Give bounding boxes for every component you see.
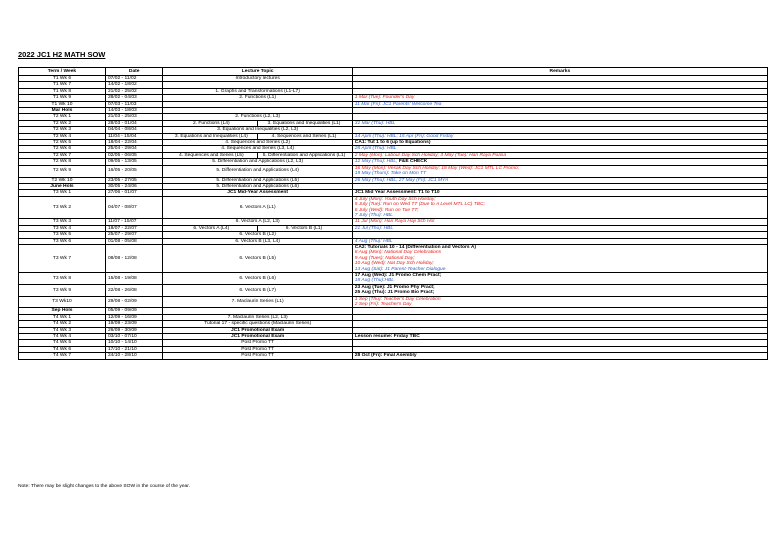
date-cell: 04/07 - 08/07 bbox=[105, 196, 163, 219]
date-cell: 11/07 - 15/07 bbox=[105, 219, 163, 225]
week-cell: T3 Wk 6 bbox=[19, 238, 106, 244]
topic-cell: 1. Graphs and Transformations (L1-L7) bbox=[163, 88, 352, 94]
sow-table bbox=[18, 67, 768, 360]
date-cell: 12/09 - 16/09 bbox=[105, 314, 163, 320]
remarks-cell: 28 April (Thu): HBL bbox=[352, 146, 767, 152]
table-row bbox=[19, 244, 768, 272]
date-cell: 21/03 - 25/03 bbox=[105, 114, 163, 120]
week-cell: T1 Wk 8 bbox=[19, 88, 106, 94]
topic-cell: 5. Differentiation and Applications (L5) bbox=[163, 177, 352, 183]
topic-cell bbox=[163, 225, 352, 231]
date-cell: 17/10 - 21/10 bbox=[105, 346, 163, 352]
week-cell: T2 Wk 1 bbox=[19, 114, 106, 120]
topic-cell: 4. Sequences and Series (L2) bbox=[163, 140, 352, 146]
topic-cell: 7. Maclaurin Series (L1) bbox=[163, 296, 352, 308]
remark-line: 17 Aug (Wed): J1 Promo Chem Pract; bbox=[354, 273, 442, 278]
remarks-cell: 11 Mar (Fri): JC1 Parents' Welcome Tea bbox=[352, 101, 767, 107]
date-cell: 10/10 - 14/10 bbox=[105, 340, 163, 346]
remark-line: 16 May (Mon): Vesak Day Sch Holiday; 18 May (Wed): JC1 MTL LC Promo; bbox=[354, 165, 520, 171]
topic-part: 5. Differentiation and Applications (L1) bbox=[257, 153, 350, 158]
date-cell: 28/03 - 01/04 bbox=[105, 120, 163, 126]
topic-part: 6. Vectors A (L4) bbox=[193, 225, 230, 231]
topic-cell: 6. Vectors B (L3, L4) bbox=[163, 238, 352, 244]
date-cell: 08/08 - 12/08 bbox=[105, 244, 163, 272]
date-cell: 09/05 - 13/05 bbox=[105, 159, 163, 165]
week-cell: T2 Wk 10 bbox=[19, 177, 106, 183]
header-term-week: Term / Week bbox=[19, 68, 106, 76]
date-cell: 27/06 - 01/07 bbox=[105, 190, 163, 196]
remark-line: 25 Aug (Thu): J1 Promo Bio Pract; bbox=[354, 290, 435, 296]
week-cell: T2 Wk 5 bbox=[19, 140, 106, 146]
topic-cell: 6. Vectors B (L2) bbox=[163, 232, 352, 238]
topic-cell bbox=[163, 120, 352, 126]
topic-cell: JC1 Promotional Exam bbox=[163, 334, 352, 340]
date-cell: 14/02 - 18/02 bbox=[105, 82, 163, 88]
topic-cell: Tutorial 17 - specific questions (Maclaurin Series) bbox=[163, 321, 352, 327]
topic-cell: JC1 Promotional Exam bbox=[163, 327, 352, 333]
week-cell: T2 Wk 9 bbox=[19, 165, 106, 177]
topic-cell: 5. Differentiation and Applications (L2, L3) bbox=[163, 159, 352, 165]
topic-part: 3. Equations and Inequalities (L4) bbox=[174, 133, 248, 139]
week-cell: T4 Wk 2 bbox=[19, 321, 106, 327]
week-cell: June Hols bbox=[19, 183, 106, 189]
remarks-cell: Lesson resume: Friday TBC bbox=[352, 334, 767, 340]
week-cell: T1 Wk 9 bbox=[19, 95, 106, 101]
date-cell: 18/07 - 22/07 bbox=[105, 225, 163, 231]
remark-line: 23 Aug (Tue): J1 Promo Phy Pract; bbox=[354, 284, 435, 290]
week-cell: T2 Wk 7 bbox=[19, 152, 106, 158]
week-cell: T2 Wk 8 bbox=[19, 159, 106, 165]
topic-cell: 6. Vectors B (L5) bbox=[163, 244, 352, 272]
date-cell: 15/08 - 19/08 bbox=[105, 273, 163, 285]
week-cell: T4 Wk 3 bbox=[19, 327, 106, 333]
table-row bbox=[19, 284, 768, 296]
remark-line: 10 Aug (Wed): Nat Day Sch Holiday; bbox=[354, 261, 434, 267]
remarks-cell bbox=[352, 273, 767, 285]
week-cell: T3 Wk 8 bbox=[19, 273, 106, 285]
date-cell: 14/03 - 18/03 bbox=[105, 108, 163, 114]
table-row bbox=[19, 273, 768, 285]
table-row bbox=[19, 196, 768, 219]
table-row bbox=[19, 296, 768, 308]
remark-line: 5 July (Tue): Run on Wed TT (Due to A Level MTL LC) TBC; bbox=[354, 202, 485, 208]
topic-cell: Post Promo TT bbox=[163, 346, 352, 352]
remarks-cell: JC1 Mid Year Assessment: T1 to T10 bbox=[352, 190, 767, 196]
week-cell: T3 Wk 3 bbox=[19, 219, 106, 225]
remarks-cell: 14 April (Thu): HBL; 15 Apr (Fri): Good Friday bbox=[352, 133, 767, 139]
date-cell: 21/02 - 25/02 bbox=[105, 88, 163, 94]
remarks-cell: CA1: Tut 1 to 6 (up to Equations) bbox=[352, 140, 767, 146]
date-cell: 02/05 - 06/05 bbox=[105, 152, 163, 158]
remark-line: 4 July (Mon): Youth Day Sch Holiday; bbox=[354, 196, 436, 202]
week-cell: Mar Hols bbox=[19, 108, 106, 114]
week-cell: T3 Wk 4 bbox=[19, 225, 106, 231]
week-cell: T4 Wk 6 bbox=[19, 346, 106, 352]
footnote: Note: There may be slight changes to the above SOW in the course of the year. bbox=[18, 484, 190, 489]
remark-line: 8 Aug (Mon): National Day Celebrations bbox=[354, 250, 442, 256]
date-cell: 23/05 - 27/05 bbox=[105, 177, 163, 183]
remark-line: 9 Aug (Tues): National Day; bbox=[354, 255, 415, 261]
topic-part: 4. Sequences and Series (L5) bbox=[178, 152, 244, 158]
topic-cell: Introductory lectures bbox=[163, 76, 352, 82]
topic-part: 4. Sequences and Series (L1) bbox=[257, 134, 350, 139]
topic-cell: 5. Differentiation and Applications (L6) bbox=[163, 183, 352, 189]
topic-cell: 6. Vectors A (L1) bbox=[163, 196, 352, 219]
remark-line: 19 May (Thurs): Take on Mon TT bbox=[354, 171, 427, 177]
topic-cell: JC1 Mid-Year Assessment bbox=[163, 190, 352, 196]
remark-line: 7 July (Thu): HBL bbox=[354, 212, 393, 218]
week-cell: T1 Wk 6 bbox=[19, 76, 106, 82]
date-cell: 30/05 - 24/06 bbox=[105, 183, 163, 189]
week-cell: T4 Wk 4 bbox=[19, 334, 106, 340]
header-lecture-topic: Lecture Topic bbox=[163, 68, 352, 76]
week-cell: T3 Wk 5 bbox=[19, 232, 106, 238]
week-cell: T2 Wk 4 bbox=[19, 133, 106, 139]
date-cell: 22/08 - 26/08 bbox=[105, 284, 163, 296]
topic-cell bbox=[163, 133, 352, 139]
date-cell: 25/07 - 29/07 bbox=[105, 232, 163, 238]
topic-cell bbox=[163, 152, 352, 158]
topic-part: 3. Equations and Inequalities (L1) bbox=[257, 121, 350, 126]
remarks-cell bbox=[352, 244, 767, 272]
remarks-cell: 21 Jul (Thu): HBL bbox=[352, 225, 767, 231]
date-cell: 04/04 - 08/04 bbox=[105, 127, 163, 133]
week-cell: T2 Wk 2 bbox=[19, 120, 106, 126]
date-cell: 25/04 - 29/04 bbox=[105, 146, 163, 152]
date-cell: 05/09 - 09/09 bbox=[105, 308, 163, 314]
remarks-cell bbox=[352, 284, 767, 296]
topic-part: 2. Functions (L4) bbox=[192, 120, 230, 126]
date-cell: 16/05 - 20/05 bbox=[105, 165, 163, 177]
remarks-cell: 26 May (Thu): HBL; 27 May (Fri): JC1 MYA bbox=[352, 177, 767, 183]
topic-cell: 3. Equations and Inequalities (L2, L3) bbox=[163, 127, 352, 133]
date-cell: 18/04 - 22/04 bbox=[105, 140, 163, 146]
topic-cell: 5. Differentiation and Applications (L4) bbox=[163, 165, 352, 177]
topic-cell: 6. Vectors B (L6) bbox=[163, 273, 352, 285]
date-cell: 07/02 - 11/02 bbox=[105, 76, 163, 82]
remark-line: 18 Aug (Thu):HBL bbox=[354, 278, 395, 284]
topic-part: 6. Vectors B (L1) bbox=[257, 226, 350, 231]
remark-line: 1 Sep (Thu): Teacher's Day Celebration bbox=[354, 296, 441, 302]
remark-line: 13 Aug (Sat): J1 Parent-Teacher Dialogue bbox=[354, 266, 446, 272]
remark-line: CA2: Tutorials 10 - 14 (Differentiation and Vectors A) bbox=[354, 244, 476, 250]
header-date: Date bbox=[105, 68, 163, 76]
date-cell: 07/03 - 11/03 bbox=[105, 101, 163, 107]
week-cell: T3 Wk 7 bbox=[19, 244, 106, 272]
date-cell: 01/08 - 05/08 bbox=[105, 238, 163, 244]
remark-line: F&E CHECK bbox=[398, 159, 428, 165]
remarks-cell: 28 Oct (Fri): Final Asembly bbox=[352, 353, 767, 359]
date-cell: 19/09 - 23/09 bbox=[105, 321, 163, 327]
remark-line: 2 Sep (Fri): Teacher's Day bbox=[354, 302, 412, 308]
remark-line: 12 May (Thu): HBL; bbox=[354, 159, 398, 165]
topic-cell: Post Promo TT bbox=[163, 340, 352, 346]
week-cell: T4 Wk 7 bbox=[19, 353, 106, 359]
topic-cell: 6. Vectors B (L7) bbox=[163, 284, 352, 296]
date-cell: 03/10 - 07/10 bbox=[105, 334, 163, 340]
date-cell: 26/09 - 30/09 bbox=[105, 327, 163, 333]
topic-cell: 7. Maclaurin Series (L2, L3) bbox=[163, 314, 352, 320]
week-cell: T1 Wk 7 bbox=[19, 82, 106, 88]
remarks-cell: 11 Jul (Mon): Hari Raya Haji Sch Hol bbox=[352, 219, 767, 225]
remarks-cell: 1 Mar (Tue): Founder's Day bbox=[352, 95, 767, 101]
header-remarks: Remarks bbox=[352, 68, 767, 76]
topic-cell: 6. Vectors A (L2, L3) bbox=[163, 219, 352, 225]
table-row bbox=[19, 353, 768, 359]
topic-cell: 2. Functions (L2, L3) bbox=[163, 114, 352, 120]
document-title: 2022 JC1 H2 MATH SOW bbox=[18, 50, 106, 59]
remarks-cell: 31 Mar (Thu): HBL bbox=[352, 120, 767, 126]
week-cell: T2 Wk 6 bbox=[19, 146, 106, 152]
remarks-cell bbox=[352, 296, 767, 308]
week-cell: Sep Hols bbox=[19, 308, 106, 314]
remarks-cell: 4 Aug (Thu): HBL bbox=[352, 238, 767, 244]
week-cell: T3 Wk 9 bbox=[19, 284, 106, 296]
topic-cell: Post Promo TT bbox=[163, 353, 352, 359]
topic-cell: 2. Functions (L1) bbox=[163, 95, 352, 101]
week-cell: T3 Wk 2 bbox=[19, 196, 106, 219]
date-cell: 29/08 - 02/09 bbox=[105, 296, 163, 308]
week-cell: T3 Wk10 bbox=[19, 296, 106, 308]
week-cell: T2 Wk 3 bbox=[19, 127, 106, 133]
table-row bbox=[19, 165, 768, 177]
remarks-cell bbox=[352, 165, 767, 177]
date-cell: 24/10 - 28/10 bbox=[105, 353, 163, 359]
remarks-cell bbox=[352, 196, 767, 219]
remark-line: 6 July (Wed): Run on Tue TT; bbox=[354, 207, 419, 213]
topic-cell: 4. Sequences and Series (L3, L4) bbox=[163, 146, 352, 152]
week-cell: T3 Wk 1 bbox=[19, 190, 106, 196]
date-cell: 28/02 - 04/03 bbox=[105, 95, 163, 101]
week-cell: T4 Wk 1 bbox=[19, 314, 106, 320]
table-header-row bbox=[19, 68, 768, 76]
date-cell: 11/04 - 15/04 bbox=[105, 133, 163, 139]
remarks-cell: 2 May (Mon): Labour Day Sch Holiday; 3 May (Tue): Hari Raya Puasa bbox=[352, 152, 767, 158]
week-cell: T1 Wk 10 bbox=[19, 101, 106, 107]
week-cell: T4 Wk 5 bbox=[19, 340, 106, 346]
